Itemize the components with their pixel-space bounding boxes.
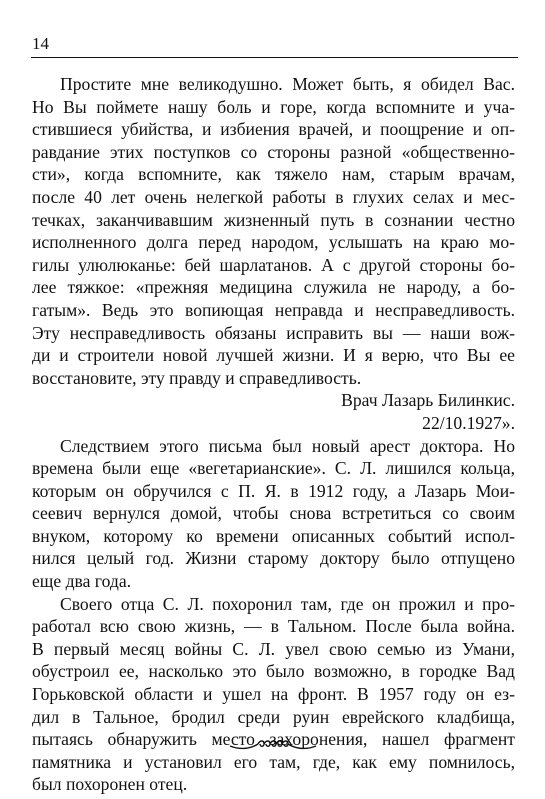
text-line: лее тяжкое: «прежняя медицина служила не народу, а бо- — [32, 277, 515, 298]
text-line: гилы улюлюканье: бей шарлатанов. А с другой стороны бо- — [32, 254, 515, 275]
signature-name: Врач Лазарь Билинкис. — [341, 390, 515, 411]
letter-paragraph — [32, 73, 515, 389]
text-line: пытаясь обнаружить место захоронения, нашел фрагмент — [32, 729, 515, 750]
paragraph — [32, 435, 515, 593]
text-line: Эту несправедливость обязаны исправить вы — наши вож- — [32, 322, 515, 343]
text-line: Своего отца С. Л. похоронил там, где он прожил и про- — [60, 593, 515, 614]
text-line: которым он обручился с П. Я. в 1912 году, а Лазарь Мои- — [32, 480, 515, 501]
text-line: был похоронен отец. — [32, 774, 188, 795]
paragraph — [32, 593, 515, 796]
text-line: обустроил ее, насколько это было возможно, в городке Вад — [32, 661, 515, 682]
text-line: равдание этих поступков со стороны разной «общественно- — [32, 141, 515, 162]
text-line: стившиеся убийства, и избиения врачей, и поощрение и оп- — [32, 119, 515, 140]
text-line: восстановите, эту правду и справедливость. — [32, 367, 362, 388]
text-line: течках, заканчивавшим жизненный путь в сознании честно — [32, 209, 515, 230]
text-line: исполненного долга перед народом, услышать на краю мо- — [32, 232, 515, 253]
flourish-icon — [228, 733, 318, 755]
text-line: памятника и установил его там, где, как ему помнилось, — [32, 751, 515, 772]
text-line: ди и строители новой лучшей жизни. И я верю, что Вы ее — [32, 345, 515, 366]
text-line: после 40 лет очень нелегкой работы в глухих селах и мес- — [32, 186, 515, 207]
text-line: сти», когда вспомните, как тяжело нам, старым врачам, — [32, 164, 515, 185]
text-line: Простите мне великодушно. Может быть, я обидел Вас. — [60, 74, 515, 94]
signature-date: 22/10.1927». — [422, 412, 515, 433]
text-line: Следствием этого письма был новый арест доктора. Но — [60, 435, 515, 456]
text-line: работал всю свою жизнь, — в Тальном. После была война. — [32, 616, 515, 637]
text-line: внуком, которому ко времени описанных событий испол- — [32, 525, 515, 546]
text-line: Горьковской области и ушел на фронт. В 1957 году он ез- — [32, 684, 515, 705]
text-line: времена были еще «вегетарианские». С. Л. лишился кольца, — [32, 458, 515, 479]
text-line: еще два года. — [32, 571, 132, 592]
text-line: сеевич вернулся домой, чтобы снова встретиться со своим — [32, 503, 515, 524]
text-line: Но Вы поймете нашу боль и горе, когда вспомните и уча- — [32, 96, 515, 117]
text-line: В первый месяц войны С. Л. увел свою семью из Умани, — [32, 638, 515, 659]
text-line: нился целый год. Жизни старому доктору было отпущено — [32, 548, 515, 569]
letter-signature — [32, 389, 515, 434]
body-text — [32, 73, 515, 796]
header-rule — [31, 57, 518, 58]
text-line: дил в Тальное, бродил среди руин еврейского кладбища, — [32, 706, 515, 727]
page-number: 14 — [32, 34, 49, 53]
text-line: гатым». Ведь это вопиющая неправда и несправедливость. — [32, 299, 515, 320]
